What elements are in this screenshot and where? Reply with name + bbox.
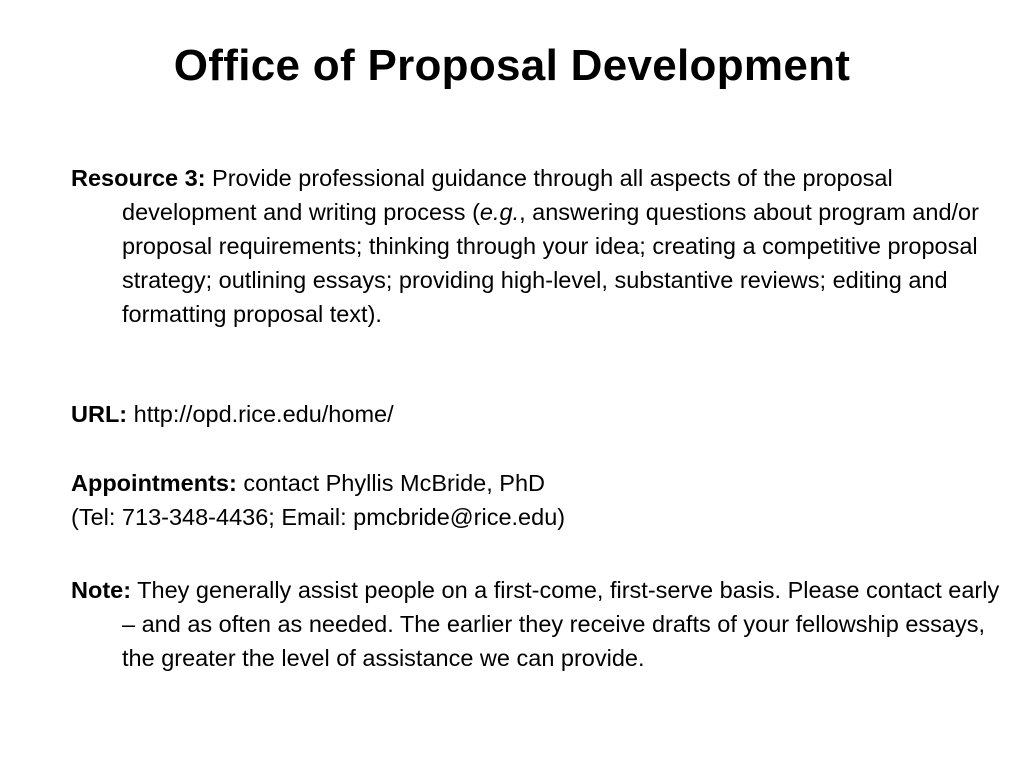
url-line	[71, 397, 951, 431]
resource-label: Resource 3:	[71, 165, 206, 191]
appointments-label: Appointments:	[71, 470, 237, 496]
appointments-block	[71, 466, 951, 534]
resource-text-before: Provide professional guidance through all aspects of the proposal development and writing process (	[122, 165, 893, 225]
appointments-value: contact Phyllis McBride, PhD	[236, 470, 546, 496]
note-paragraph	[71, 573, 1002, 675]
slide-title: Office of Proposal Development	[173, 41, 851, 90]
note-label: Note:	[71, 577, 132, 603]
resource-paragraph	[71, 161, 1002, 331]
appointments-line	[71, 466, 951, 500]
url-label: URL:	[71, 401, 128, 427]
resource-italic-eg: e.g.	[479, 199, 520, 225]
appointments-contact: (Tel: 713-348-4436; Email: pmcbride@rice.edu)	[71, 504, 566, 530]
resource-text-after: , answering questions about program and/or proposal requirements; thinking through your idea; creating a competitive proposal strategy; outlining essays; providing high-level, substantive reviews; editing and formatting proposal text).	[122, 199, 979, 327]
url-value: http://opd.rice.edu/home/	[127, 401, 394, 427]
note-text: They generally assist people on a first-come, first-serve basis. Please contact early – and as often as needed. The earlier they receive drafts of your fellowship essays, the greater the level of assistance we can provide.	[122, 577, 1000, 671]
